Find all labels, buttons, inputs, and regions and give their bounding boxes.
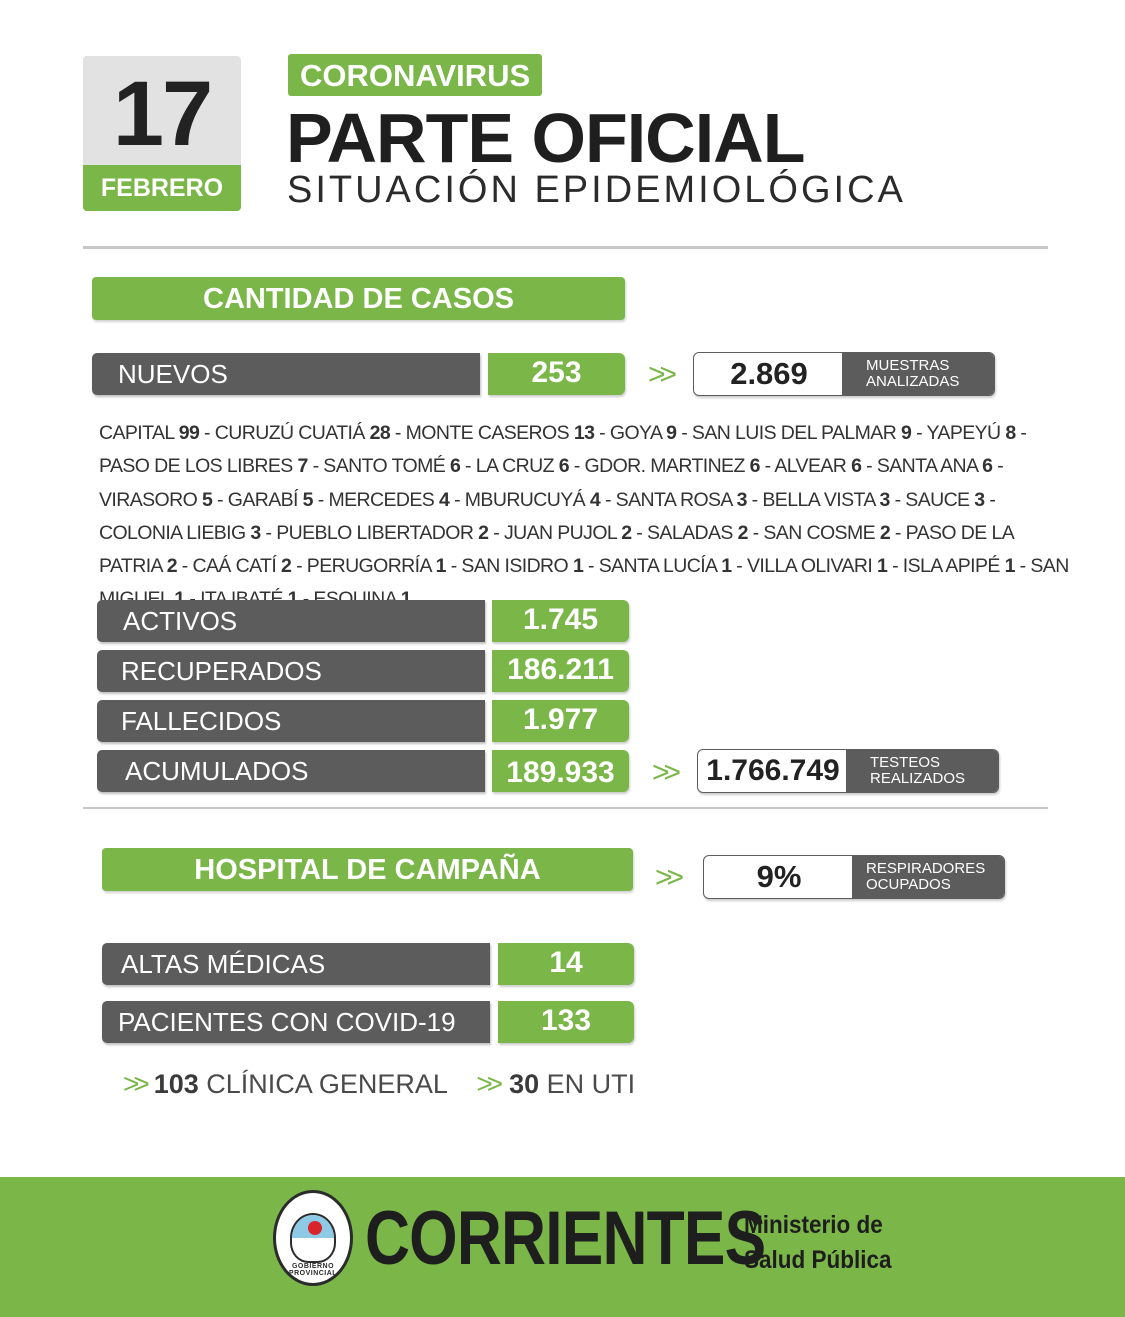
respirators-caption-line2: OCUPADOS [866, 876, 951, 893]
locality-item [99, 522, 261, 544]
brand-logo-text: CORRIENTES [365, 1196, 766, 1281]
localities-list: CAPITAL 99 - CURUZÚ CUATIÁ 28 - MONTE CASEROS 13 - GOYA 9 - SAN LUIS DEL PALMAR 9 - YAPEYÚ 8 - PASO DE LOS LIBRES 7 - SANTO TOMÉ 6 - LA CRUZ 6 - GDOR. MARTINEZ 6 - ALVEAR 6 - SANTA ANA 6 - VIRASORO 5 - GARABÍ 5 - MERCEDES 4 - MBURUCUYÁ 4 - SANTA ROSA 3 - BELLA VISTA 3 - SAUCE 3 - COLONIA LIEBIG 3 - PUEBLO LIBERTADOR 2 - JUAN PUJOL 2 - SALADAS 2 - SAN COSME 2 - PASO DE LA PATRIA 2 - CAÁ CATÍ 2 - PERUGORRÍA 1 - SAN ISIDRO 1 - SANTA LUCÍA 1 - VILLA OLIVARI 1 - ISLA APIPÉ 1 - SAN [99, 417, 1074, 617]
respirators-caption-line1: RESPIRADORES [866, 860, 986, 877]
ministry-line2: Salud Pública [744, 1246, 892, 1274]
recovered-label: RECUPERADOS [97, 650, 485, 692]
respirators-caption [852, 856, 1004, 898]
icu-count: 30 [509, 1069, 540, 1099]
locality-name: VILLA OLIVARI [747, 555, 873, 578]
locality-name: SALADAS [647, 521, 733, 544]
locality-count: 1 [435, 555, 446, 578]
locality-item [762, 489, 889, 511]
locality-item [323, 455, 460, 477]
locality-count: 5 [302, 488, 313, 511]
locality-name: SAN LUIS DEL PALMAR [691, 422, 897, 444]
locality-item [99, 422, 199, 444]
seal-shield [290, 1213, 336, 1263]
samples-caption-line2: ANALIZADAS [866, 373, 960, 390]
coronavirus-tag: CORONAVIRUS [288, 54, 542, 96]
double-chevron-right-icon: >> [652, 756, 676, 789]
locality-item [616, 489, 747, 511]
ministry-name [744, 1208, 892, 1278]
locality-name: GARABÍ [227, 488, 298, 511]
locality-count: 2 [879, 521, 891, 544]
locality-count: 8 [1005, 422, 1016, 444]
locality-name: ALVEAR [774, 455, 847, 478]
icu-label: EN UTI [546, 1069, 636, 1099]
respirators-value: 9% [756, 859, 802, 894]
locality-count: 2 [478, 521, 489, 544]
locality-count: 9 [901, 422, 912, 444]
double-chevron-right-icon: >> [123, 1068, 144, 1099]
new-cases-label: NUEVOS [92, 353, 480, 395]
locality-item [465, 489, 600, 511]
locality-item [647, 522, 748, 544]
locality-name: JUAN PUJOL [503, 521, 617, 544]
locality-item [585, 455, 760, 477]
locality-item [926, 422, 1015, 444]
ministry-line1: Ministerio de [744, 1211, 883, 1239]
locality-name: SANTO TOMÉ [323, 455, 446, 478]
locality-name: PASO DE LOS LIBRES [99, 455, 293, 478]
locality-count: 4 [589, 488, 601, 511]
divider [83, 246, 1048, 249]
locality-name: MONTE CASEROS [405, 422, 570, 444]
locality-count: 99 [178, 422, 200, 444]
seal-text: GOBIERNO PROVINCIAL [288, 1263, 338, 1277]
locality-name: SAUCE [905, 488, 970, 511]
provincial-seal-icon [273, 1190, 353, 1286]
locality-count: 2 [737, 521, 748, 544]
locality-item [99, 455, 308, 477]
locality-item [476, 455, 569, 477]
locality-count: 1 [721, 555, 732, 578]
deceased-value: 1.977 [492, 700, 629, 742]
locality-name: COLONIA LIEBIG [99, 521, 246, 544]
locality-count: 2 [281, 555, 292, 578]
locality-count: 3 [974, 488, 985, 511]
tests-caption-line1: TESTEOS [870, 754, 941, 771]
locality-name: MERCEDES [328, 488, 435, 511]
patients-value: 133 [498, 1001, 634, 1043]
locality-name: SAN [1030, 555, 1069, 578]
patients-label: PACIENTES CON COVID-19 [102, 1001, 490, 1043]
locality-count: 7 [297, 455, 308, 478]
double-chevron-right-icon: >> [655, 861, 679, 894]
deceased-label: FALLECIDOS [97, 700, 485, 742]
divider [83, 807, 1048, 809]
locality-name: MBURUCUYÁ [464, 488, 586, 511]
locality-item [610, 422, 677, 444]
locality-name: PERUGORRÍA [306, 555, 431, 578]
locality-name: LA CRUZ [475, 455, 554, 478]
locality-count: 5 [201, 488, 213, 511]
locality-item [692, 422, 911, 444]
locality-item [99, 489, 212, 511]
date-badge [83, 56, 241, 211]
locality-item [307, 555, 446, 577]
new-cases-value: 253 [488, 353, 625, 395]
locality-name: SANTA LUCÍA [598, 555, 717, 578]
samples-caption [842, 353, 994, 395]
page-subtitle: SITUACIÓN EPIDEMIOLÓGICA [287, 169, 906, 211]
locality-item [461, 555, 583, 577]
locality-count: 6 [749, 455, 760, 478]
locality-count: 1 [572, 555, 584, 578]
date-month: FEBRERO [83, 165, 241, 211]
locality-item [192, 555, 291, 577]
locality-count: 6 [982, 455, 993, 478]
locality-item [599, 555, 732, 577]
accumulated-value: 189.933 [492, 750, 629, 792]
locality-item [903, 555, 1015, 577]
locality-count: 4 [439, 488, 450, 511]
date-day: 17 [112, 63, 212, 165]
locality-count: 1 [877, 555, 888, 578]
locality-name: SANTA ANA [876, 455, 978, 478]
locality-item [406, 422, 595, 444]
locality-item [504, 522, 632, 544]
samples-caption-line1: MUESTRAS [866, 357, 950, 374]
page-title: PARTE OFICIAL [286, 99, 805, 177]
locality-item [774, 455, 861, 477]
discharges-value: 14 [498, 943, 634, 985]
recovered-value: 186.211 [492, 650, 629, 692]
locality-count: 3 [879, 488, 890, 511]
discharges-label: ALTAS MÉDICAS [102, 943, 490, 985]
locality-name: GDOR. MARTINEZ [584, 455, 745, 478]
hospital-summary [123, 1064, 635, 1104]
locality-item [228, 489, 313, 511]
locality-name: CURUZÚ CUATIÁ [214, 422, 365, 444]
general-clinic-count: 103 [153, 1069, 199, 1099]
locality-item [328, 489, 449, 511]
locality-name: CAÁ CATÍ [192, 555, 277, 578]
locality-count: 9 [666, 422, 677, 444]
locality-name: SAN ISIDRO [461, 555, 569, 578]
respirators-box [703, 855, 1005, 899]
locality-count: 6 [851, 455, 862, 478]
active-value: 1.745 [492, 600, 629, 642]
locality-count: 13 [573, 422, 595, 444]
locality-name: YAPEYÚ [926, 422, 1001, 444]
locality-name: CAPITAL [99, 422, 174, 444]
double-chevron-right-icon: >> [648, 358, 672, 391]
locality-count: 28 [369, 422, 391, 444]
locality-name: ISLA APIPÉ [902, 555, 1000, 578]
tests-value: 1.766.749 [706, 754, 840, 787]
locality-item [905, 489, 984, 511]
tests-caption [846, 750, 998, 792]
locality-count: 1 [1004, 555, 1015, 578]
locality-name: VIRASORO [99, 488, 198, 511]
locality-item [215, 422, 390, 444]
samples-box [693, 352, 995, 396]
tests-caption-line2: REALIZADOS [870, 770, 966, 787]
locality-count: 3 [736, 488, 747, 511]
tests-box [697, 749, 999, 793]
accumulated-label: ACUMULADOS [97, 750, 485, 792]
active-label: ACTIVOS [97, 600, 485, 642]
locality-count: 6 [558, 455, 569, 478]
locality-item [877, 455, 993, 477]
locality-name: BELLA VISTA [762, 488, 875, 511]
locality-count: 2 [166, 555, 177, 578]
locality-name: SANTA ROSA [615, 488, 732, 511]
locality-name: PASO DE LA PATRIA [99, 521, 1014, 578]
locality-name: GOYA [609, 422, 662, 444]
hospital-section-header: HOSPITAL DE CAMPAÑA [102, 848, 633, 891]
locality-item [276, 522, 488, 544]
samples-value: 2.869 [730, 356, 808, 391]
locality-item [763, 522, 890, 544]
locality-item [747, 555, 887, 577]
locality-name: PUEBLO LIBERTADOR [276, 521, 474, 544]
general-clinic-label: CLÍNICA GENERAL [206, 1069, 447, 1099]
double-chevron-right-icon: >> [476, 1068, 498, 1099]
locality-name: SAN COSME [763, 521, 876, 544]
locality-count: 2 [621, 521, 632, 544]
locality-count: 6 [449, 455, 461, 478]
cases-section-header: CANTIDAD DE CASOS [92, 277, 625, 320]
locality-count: 3 [250, 521, 261, 544]
